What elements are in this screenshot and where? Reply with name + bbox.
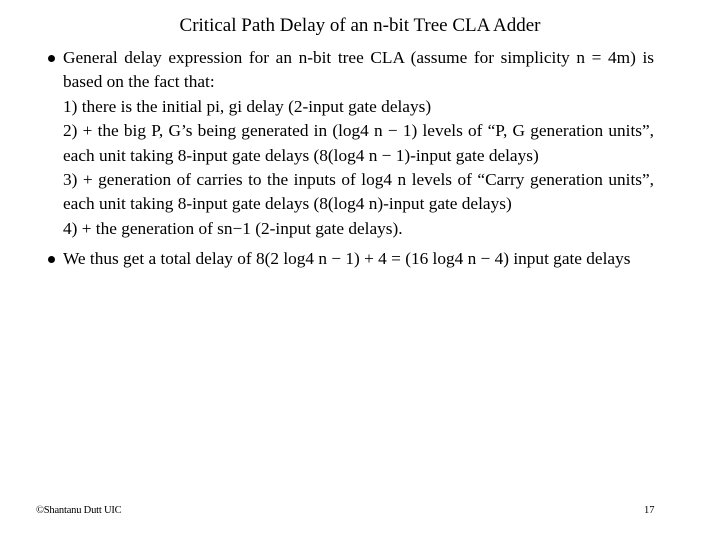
slide-title: Critical Path Delay of an n-bit Tree CLA Adder xyxy=(179,15,541,36)
bullet-2 xyxy=(52,247,654,271)
bullet-1-item-1: 1) there is the initial pi, gi delay (2-input gate delays) xyxy=(63,96,432,116)
bullet-1-item-3: 3) + generation of carries to the inputs of log4 n levels of “Carry generation units”, each unit taking 8-input gate delays (8(log4 n)-input gate delays) xyxy=(63,170,654,214)
bullet-1 xyxy=(52,46,654,241)
bullet-1-item-4: 4) + the generation of sn−1 (2-input gate delays). xyxy=(63,218,403,238)
footer-copyright: ©Shantanu Dutt UIC xyxy=(36,505,122,516)
bullet-dot-icon xyxy=(48,256,55,263)
bullet-dot-icon xyxy=(48,55,55,62)
bullet-1-intro: General delay expression for an n-bit tree CLA (assume for simplicity n = 4m) is based on the fact that: xyxy=(63,48,654,92)
slide-content xyxy=(52,46,654,278)
page-number: 17 xyxy=(644,505,655,516)
bullet-1-item-2: 2) + the big P, G’s being generated in (log4 n − 1) levels of “P, G generation units”, each unit taking 8-input gate delays (8(log4 n − 1)-input gate delays) xyxy=(63,121,654,165)
bullet-2-intro: We thus get a total delay of 8(2 log4 n − 1) + 4 = (16 log4 n − 4) input gate delays xyxy=(63,249,631,269)
